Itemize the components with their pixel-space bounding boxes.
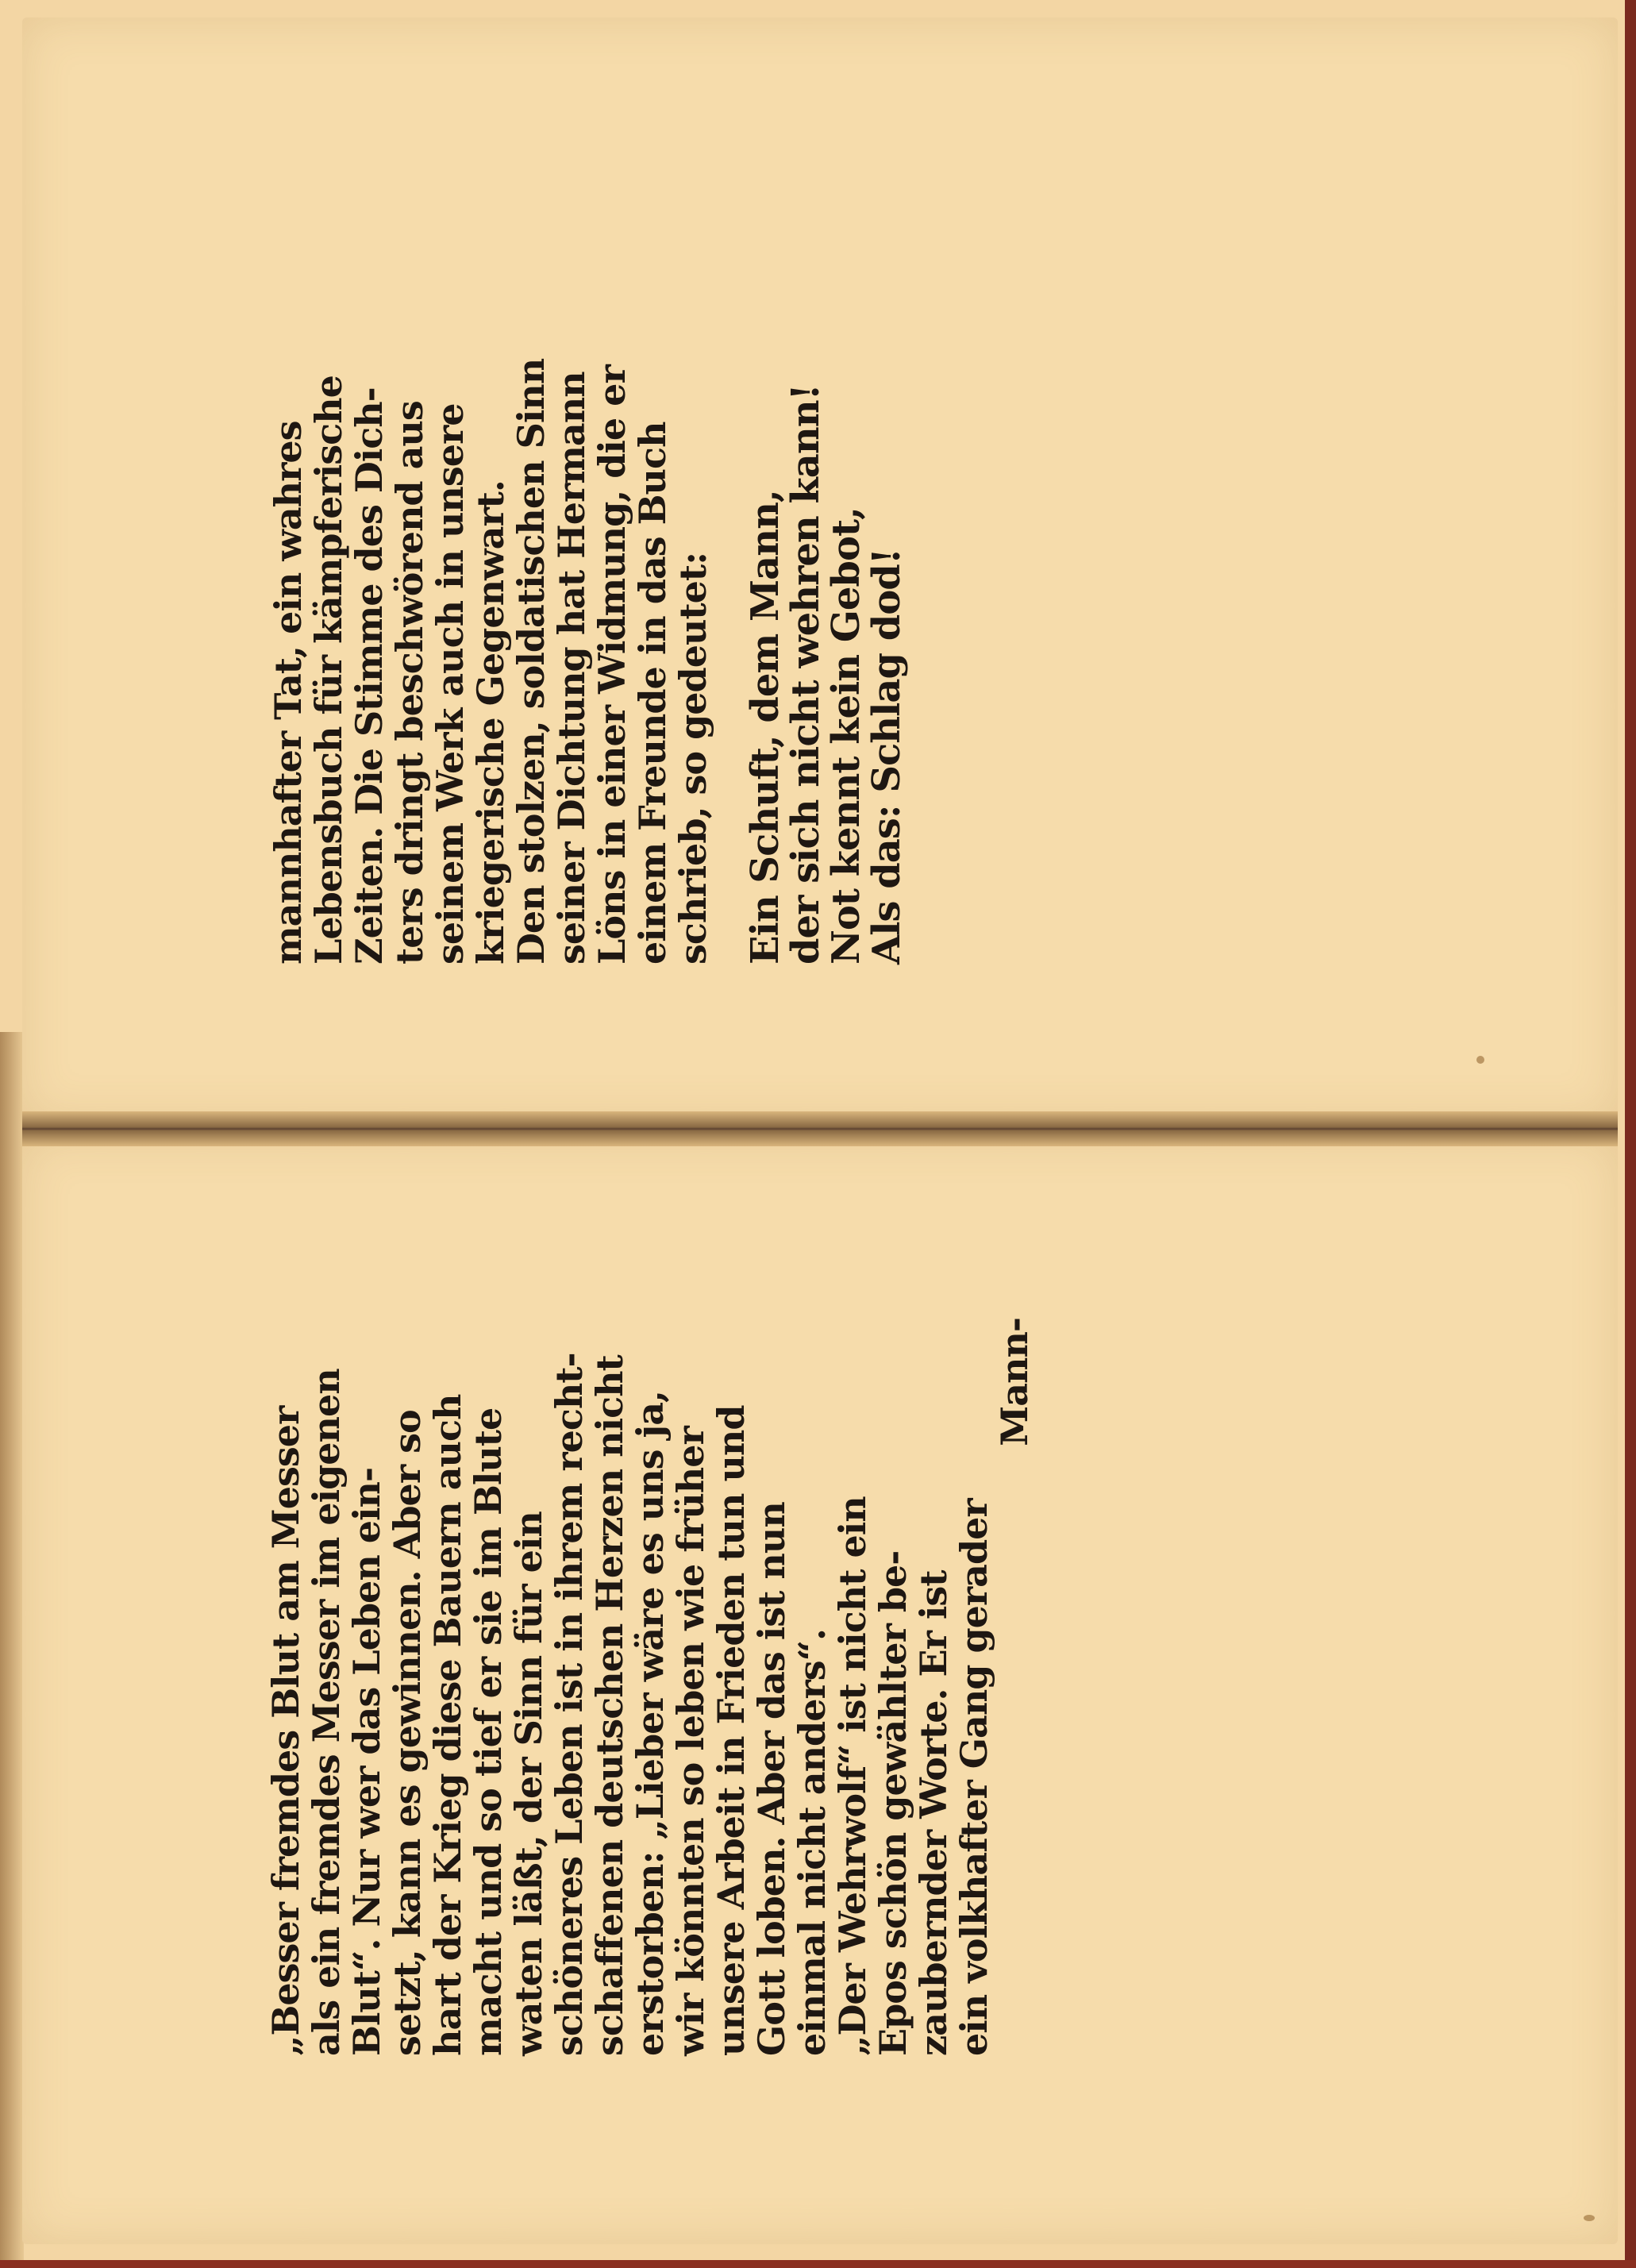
text-line: einem Freunde in das Buch (631, 422, 674, 965)
text-line: Lebensbuch für kämpferische (307, 375, 350, 965)
text-line: macht und so tief er sie im Blute (467, 1407, 510, 2056)
text-line: Mann- (993, 1318, 1036, 1446)
verse-line: Ein Schuft, dem Mann, (743, 490, 787, 965)
text-line: „Besser fremdes Blut am Messer (264, 1406, 307, 2056)
upper-page-text (268, 266, 907, 965)
text-line: erstorben: „Lieber wäre es uns ja, (629, 1390, 672, 2056)
cover-edge-right (1625, 0, 1636, 2268)
text-line: seinem Werk auch in unsere (429, 403, 472, 965)
verse-line: der sich nicht wehren kann! (783, 384, 828, 965)
text-line: unsere Arbeit in Frieden tun und (710, 1405, 753, 2056)
verse-line: Not kennt kein Gebot, (824, 507, 868, 965)
text-line: mannhafter Tat, ein wahres (267, 421, 310, 965)
motto-verse (745, 266, 907, 965)
text-line: hart der Krieg diese Bauern auch (426, 1394, 469, 2056)
book-spine-edge (0, 1032, 24, 2268)
text-line: setzt, kann es gewinnen. Aber so (386, 1410, 429, 2056)
text-line: Zeiten. Die Stimme des Dich- (348, 387, 391, 965)
text-line: ters dringt beschwörend aus (388, 401, 431, 965)
paper-stain (1476, 1056, 1484, 1064)
text-line: ein volkhafter Gang gerader (953, 1499, 995, 2056)
text-line: Epos schön gewählter be- (872, 1550, 914, 2056)
lower-page-text (266, 1318, 1035, 2056)
text-line: „Der Wehrwolf“ ist nicht ein (831, 1496, 874, 2056)
text-line: kriegerische Gegenwart. (469, 480, 512, 965)
text-line: einmal nicht anders“. (791, 1628, 833, 2056)
text-line: wir könnten so leben wie früher (669, 1427, 712, 2056)
text-line: schöneres Leben ist in ihrem recht- (548, 1353, 591, 2056)
text-line: zaubernder Worte. Er ist (912, 1570, 955, 2056)
text-line: schrieb, so gedeutet: (672, 552, 714, 965)
text-line: Gott loben. Aber das ist nun (750, 1502, 793, 2056)
cover-edge-bottom (0, 2260, 1636, 2268)
paper-stain (1584, 2215, 1595, 2221)
text-line: Blut“. Nur wer das Leben ein- (345, 1467, 388, 2056)
text-line: seiner Dichtung hat Hermann (550, 372, 593, 965)
book-gutter (22, 1111, 1618, 1146)
text-line: schaffenen deutschen Herzen nicht (588, 1355, 631, 2056)
verse-line: Als das: Schlag dod! (864, 549, 909, 965)
text-line: Löns in einer Widmung, die er (591, 365, 633, 965)
text-line: Den stolzen, soldatischen Sinn (510, 358, 552, 965)
text-line: waten läßt, der Sinn für ein (507, 1511, 550, 2056)
text-line: als ein fremdes Messer im eigenen (305, 1369, 348, 2056)
